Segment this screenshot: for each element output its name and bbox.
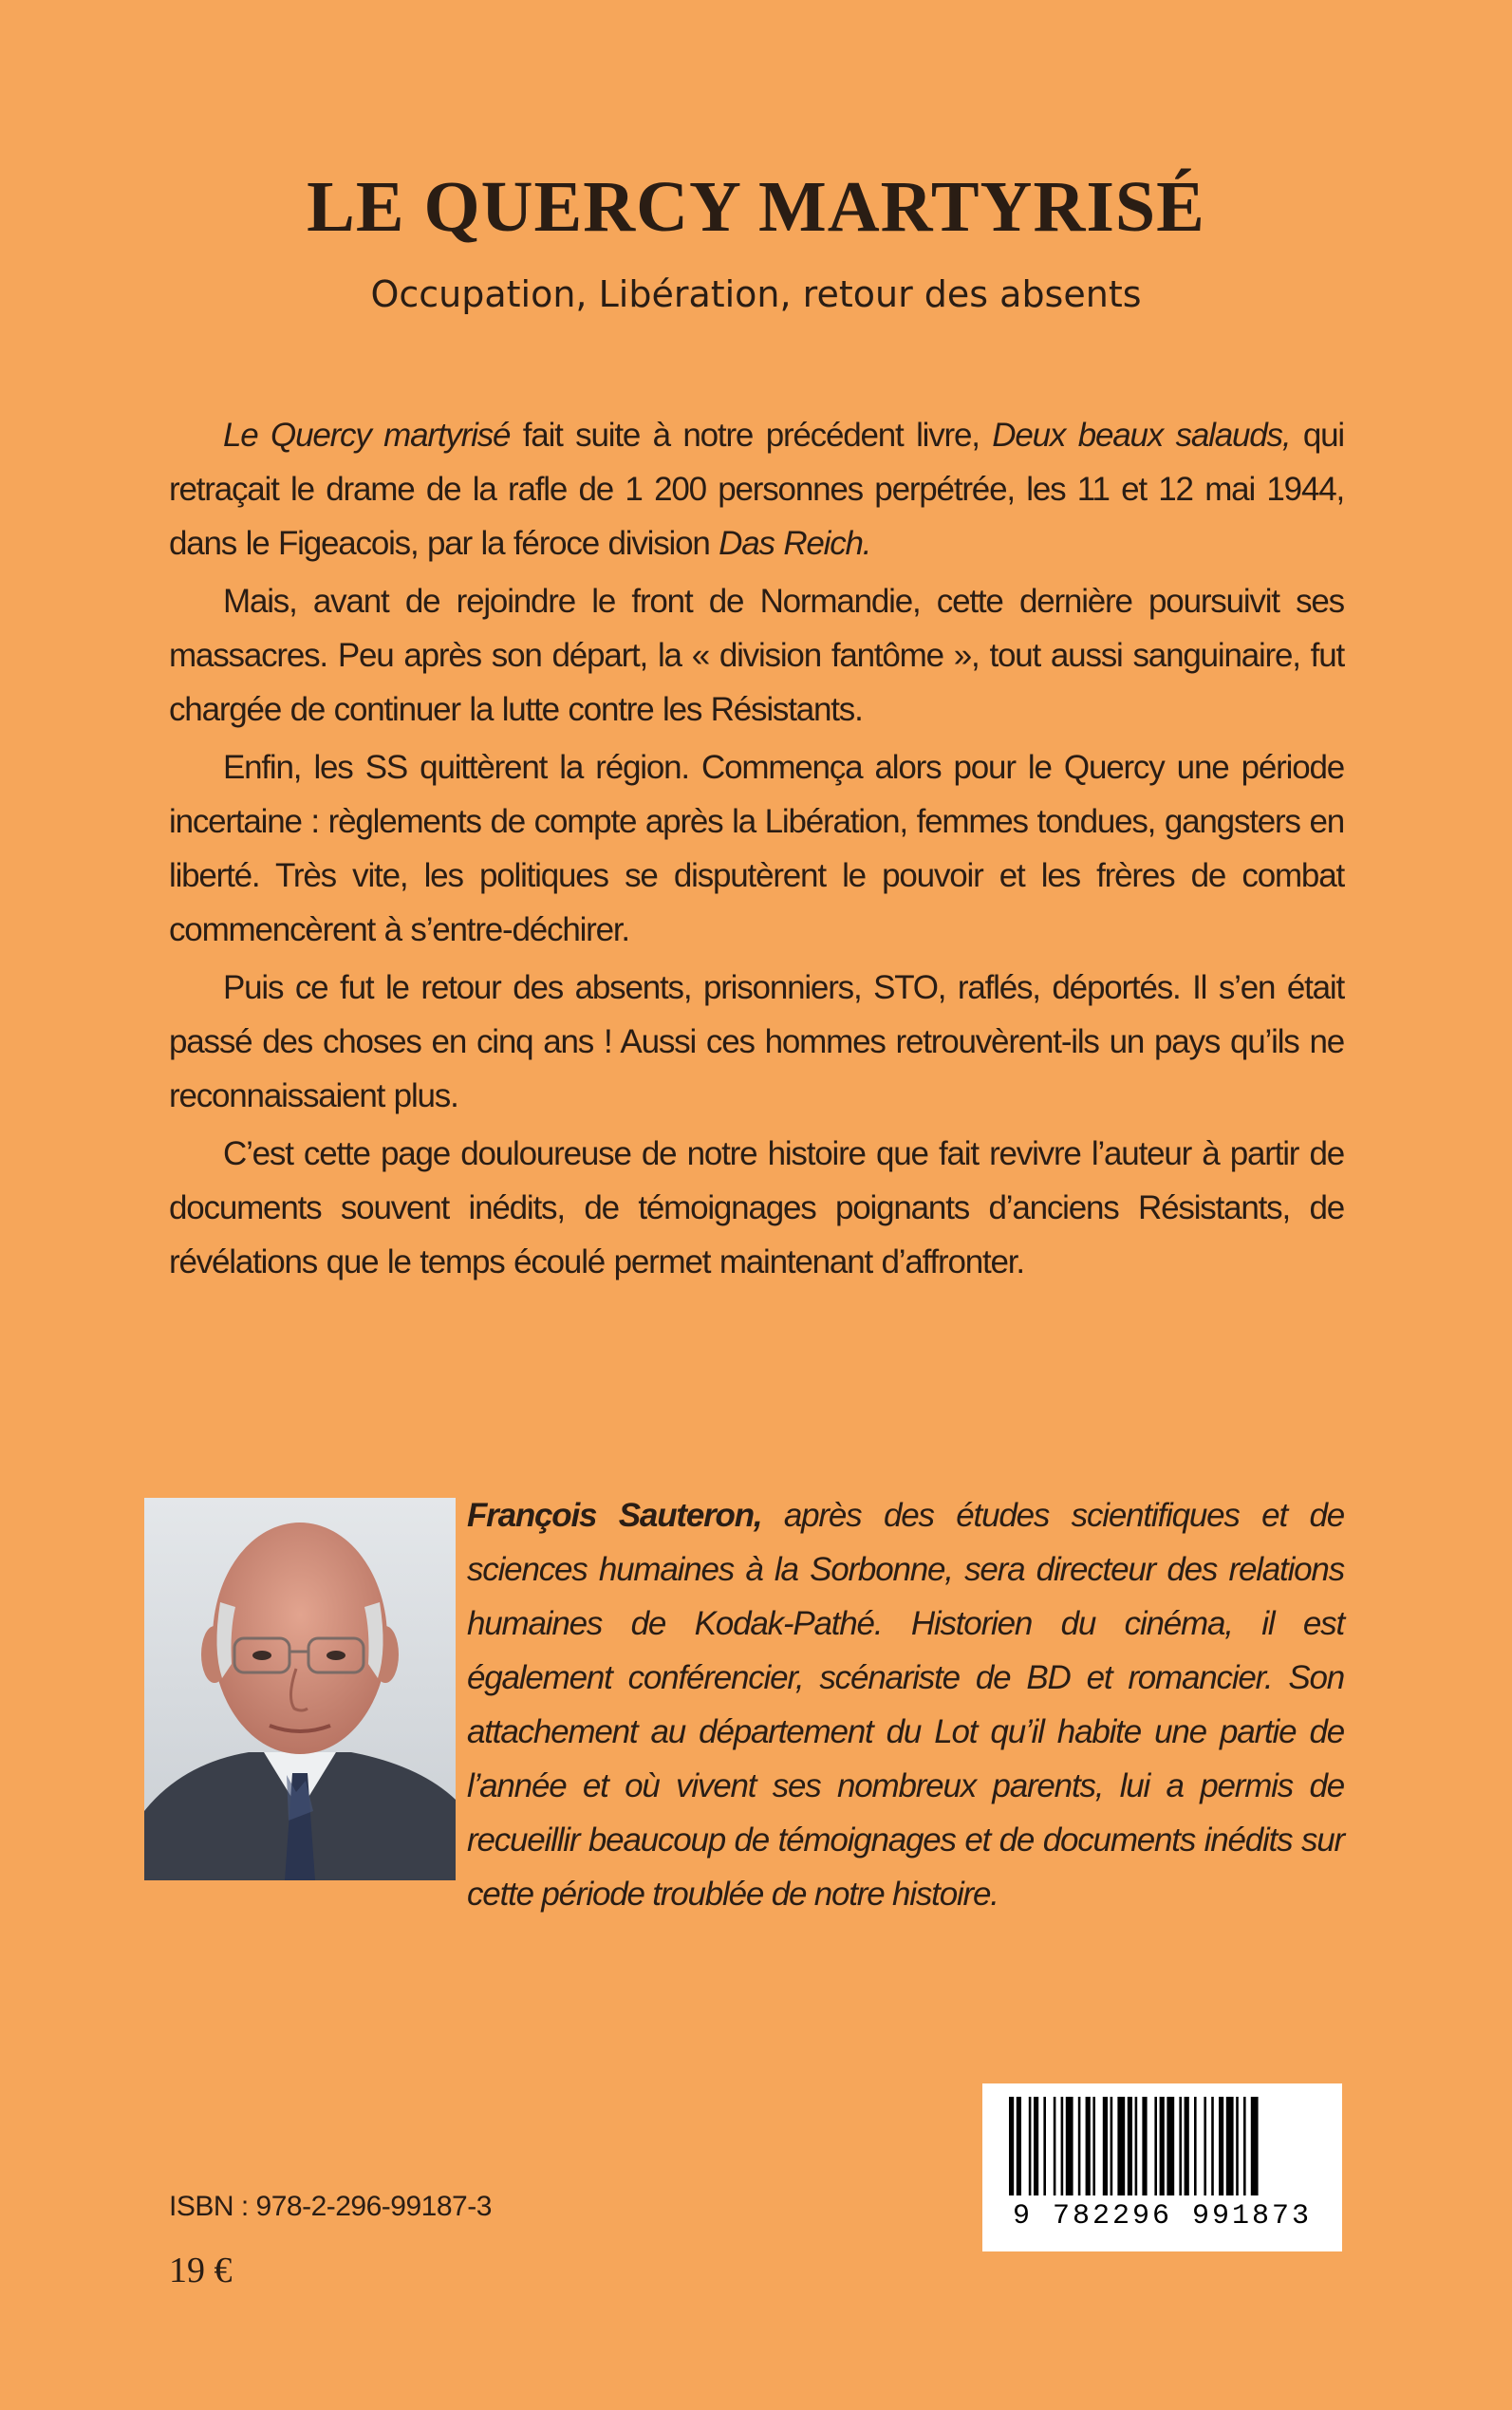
previous-book-ref: Deux beaux salauds,: [992, 417, 1291, 454]
author-bio-text: après des études scientifiques et de sciences humaines à la Sorbonne, sera directeur des relations humaines de Kodak-Pathé. Historien du cinéma, il est également conférencier, scénariste de BD et romancier. Son attachement au département du Lot qu’il habite une partie de l’année et où vivent ses nombreux parents, lui a permis de recueillir beaucoup de témoignages et de documents inédits sur cette période troublée de notre histoire.: [467, 1497, 1344, 1913]
author-name: François Sauteron,: [467, 1497, 762, 1534]
barcode-number: 9 782296 991873: [1012, 2200, 1313, 2233]
division-ref: Das Reich.: [719, 525, 871, 562]
summary-paragraph-1: Le Quercy martyrisé fait suite à notre précédent livre, Deux beaux salauds, qui retraçait le drame de la rafle de 1 200 personnes perpétrée, les 11 et 12 mai 1944, dans le Figeacois, par la féroce division Das Reich.: [169, 417, 1344, 562]
price: 19 €: [169, 2251, 233, 2290]
book-subtitle: Occupation, Libération, retour des absents: [370, 273, 1142, 315]
summary-paragraph-2: Mais, avant de rejoindre le front de Normandie, cette dernière poursuivit ses massacres. Peu après son départ, la « division fantôme », tout aussi sanguinaire, fut chargée de continuer la lutte contre les Résistants.: [169, 583, 1344, 728]
book-title-ref: Le Quercy martyrisé: [223, 417, 511, 454]
summary-text: [169, 408, 1344, 1293]
book-title: LE QUERCY MARTYRISÉ: [307, 167, 1205, 247]
summary-paragraph-3: Enfin, les SS quittèrent la région. Commença alors pour le Quercy une période incertaine : règlements de compte après la Libération, femmes tondues, gangsters en liberté. Très vite, les politiques se disputèrent le pouvoir et les frères de combat commencèrent à s’entre-déchirer.: [169, 749, 1344, 948]
author-bio: [467, 1488, 1344, 1921]
summary-paragraph-4: Puis ce fut le retour des absents, prisonniers, STO, raflés, déportés. Il s’en était passé des choses en cinq ans ! Aussi ces hommes retrouvèrent-ils un pays qu’ils ne reconnaissaient plus.: [169, 969, 1344, 1114]
isbn: ISBN : 978-2-296-99187-3: [169, 2191, 492, 2222]
barcode: [982, 2083, 1342, 2251]
author-photo: [144, 1498, 456, 1880]
summary-paragraph-5: C’est cette page douloureuse de notre histoire que fait revivre l’auteur à partir de documents souvent inédits, de témoignages poignants d’anciens Résistants, de révélations que le temps écoulé permet maintenant d’affronter.: [169, 1135, 1344, 1280]
